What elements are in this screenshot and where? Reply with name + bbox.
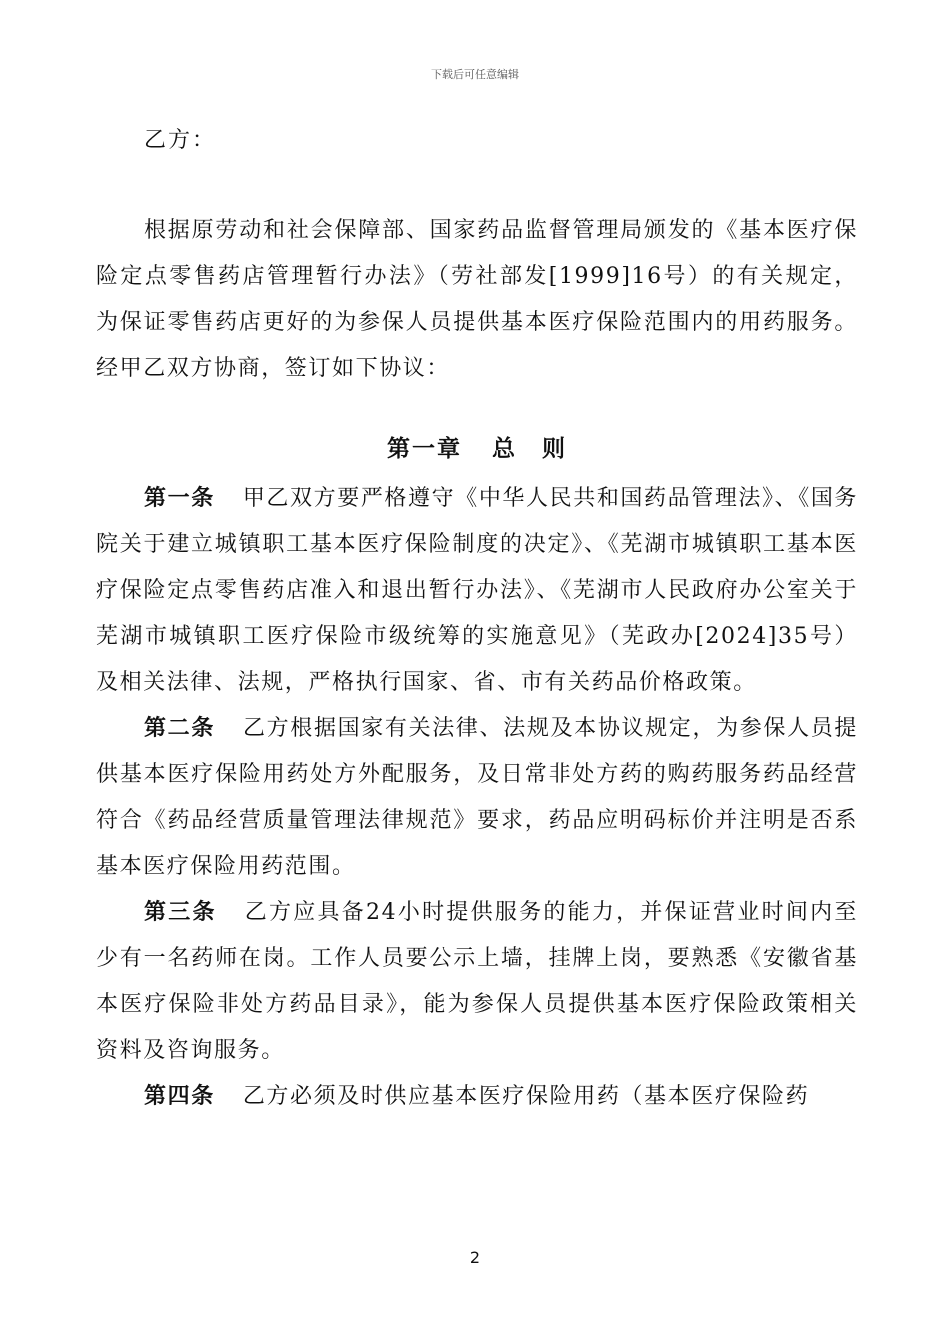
article-text: 乙方应具备24小时提供服务的能力，并保证营业时间内至少有一名药师在岗。工作人员要公示上墙，挂牌上岗，要熟悉《安徽省基本医疗保险非处方药品目录》，能为参保人员提供基本医疗保险政策相关资料及咨询服务。 [96, 900, 858, 1063]
article-text: 甲乙双方要严格遵守《中华人民共和国药品管理法》、《国务院关于建立城镇职工基本医疗保险制度的决定》、《芜湖市城镇职工基本医疗保险定点零售药店准入和退出暂行办法》、《芜湖市人民政府办公室关于芜湖市城镇职工医疗保险市级统筹的实施意见》（芜政办[2024]35号）及相关法律、法规，严格执行国家、省、市有关药品价格政策。 [96, 486, 859, 695]
article-text: 乙方必须及时供应基本医疗保险用药（基本医疗保险药 [242, 1084, 810, 1109]
chapter-name: 总 则 [492, 436, 567, 462]
chapter-number: 第一章 [387, 436, 462, 462]
article-label: 第四条 [144, 1084, 215, 1109]
article-label: 第二条 [144, 716, 215, 741]
article-2 [96, 706, 858, 890]
article-1 [96, 476, 858, 706]
article-3 [96, 890, 858, 1074]
chapter-heading [96, 426, 858, 472]
article-text: 乙方根据国家有关法律、法规及本协议规定，为参保人员提供基本医疗保险用药处方外配服务，及日常非处方药的购药服务药品经营符合《药品经营质量管理法律规范》要求，药品应明码标价并注明是否系基本医疗保险用药范围。 [96, 716, 858, 879]
page-number: 2 [469, 1248, 481, 1267]
article-label: 第一条 [144, 486, 215, 511]
article-label: 第三条 [144, 900, 217, 925]
preamble-paragraph: 根据原劳动和社会保障部、国家药品监督管理局颁发的《基本医疗保险定点零售药店管理暂行办法》（劳社部发[1999]16号）的有关规定，为保证零售药店更好的为参保人员提供基本医疗保险范围内的用药服务。经甲乙双方协商，签订如下协议： [96, 218, 858, 381]
article-4 [96, 1074, 858, 1120]
party-b-label: 乙方： [144, 128, 217, 153]
document-body [96, 118, 858, 1120]
page-header-note: 下载后可任意编辑 [431, 68, 519, 81]
